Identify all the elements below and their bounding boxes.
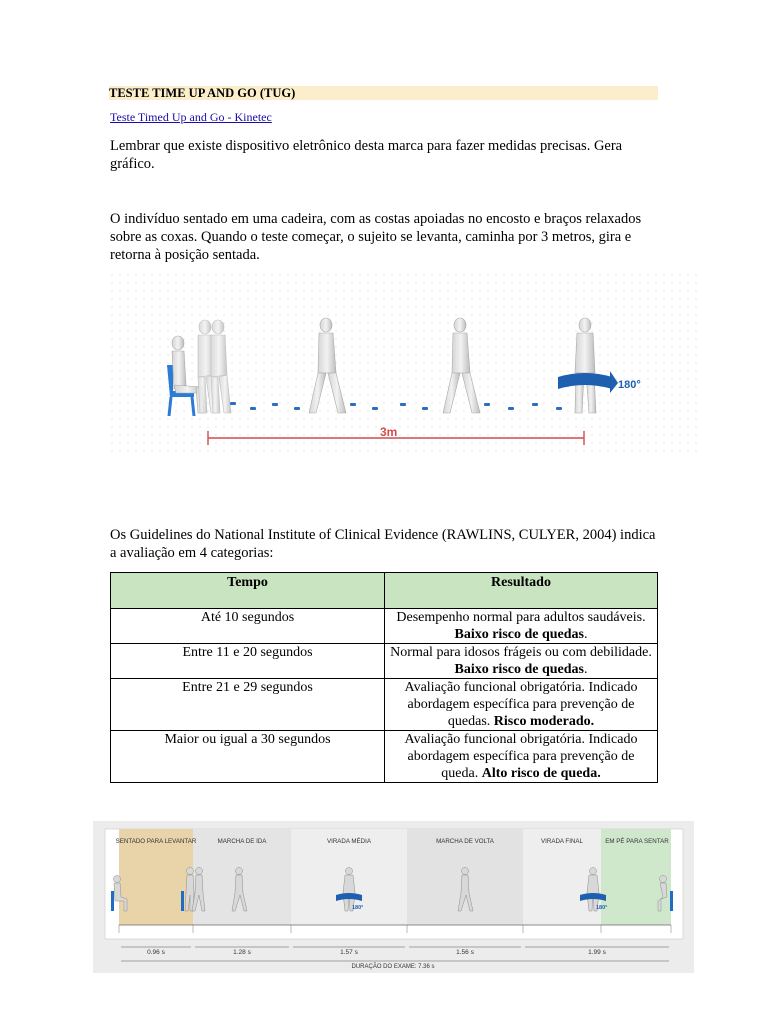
duration-label: 1.99 s [588,949,606,956]
header-resultado: Resultado [385,573,658,609]
risk-table [110,572,658,783]
cell-resultado: Avaliação funcional obrigatória. Indicado abordagem específica para prevenção de quedas. Risco moderado. [385,679,658,731]
section-heading: TESTE TIME UP AND GO (TUG) [109,86,658,100]
kinetec-link[interactable]: Teste Timed Up and Go - Kinetec [110,110,272,124]
duration-label: 0.96 s [147,949,165,956]
table-row [111,609,658,644]
device-note: Lembrar que existe dispositivo eletrônico desta marca para fazer medidas precisas. Gera gráfico. [110,138,623,172]
cell-tempo: Até 10 segundos [111,609,385,644]
phase-label: EM PÉ PARA SENTAR [605,838,669,845]
phase-label: VIRADA MÉDIA [326,838,372,845]
phase-label: MARCHA DE VOLTA [436,838,494,845]
duration-label: 1.56 s [456,949,474,956]
header-tempo: Tempo [111,573,385,609]
table-row [111,679,658,731]
table-row [111,731,658,783]
guidelines-intro: Os Guidelines do National Institute of Clinical Evidence (RAWLINS, CULYER, 2004) indica a avaliação em 4 categorias: [110,527,656,561]
phase-label: SENTADO PARA LEVANTAR [115,838,197,845]
test-description: O indivíduo sentado em uma cadeira, com as costas apoiadas no encosto e braços relaxados sobre as coxas. Quando o teste começar, o sujeito se levanta, caminha por 3 metros, gira e retorna à posição sentada. [110,211,642,263]
tug-phases-diagram [93,821,694,973]
cell-resultado: Avaliação funcional obrigatória. Indicado abordagem específica para prevenção de queda. Alto risco de queda. [385,731,658,783]
turn-label: 180° [618,379,641,391]
cell-tempo: Maior ou igual a 30 segundos [111,731,385,783]
duration-label: 1.57 s [340,949,358,956]
cell-resultado: Normal para idosos frágeis ou com debilidade. Baixo risco de quedas. [385,644,658,679]
cell-tempo: Entre 21 e 29 segundos [111,679,385,731]
tug-walk-illustration [110,273,698,458]
cell-tempo: Entre 11 e 20 segundos [111,644,385,679]
turn-label: 180° [596,905,608,911]
phase-label: MARCHA DE IDA [217,838,267,845]
distance-label: 3m [380,425,398,439]
cell-resultado: Desempenho normal para adultos saudáveis. Baixo risco de quedas. [385,609,658,644]
turn-label: 180° [352,905,364,911]
phase-label: VIRADA FINAL [541,838,583,845]
duration-label: 1.28 s [233,949,251,956]
table-row [111,644,658,679]
total-duration-label: DURAÇÃO DO EXAME: 7.36 s [351,964,435,970]
